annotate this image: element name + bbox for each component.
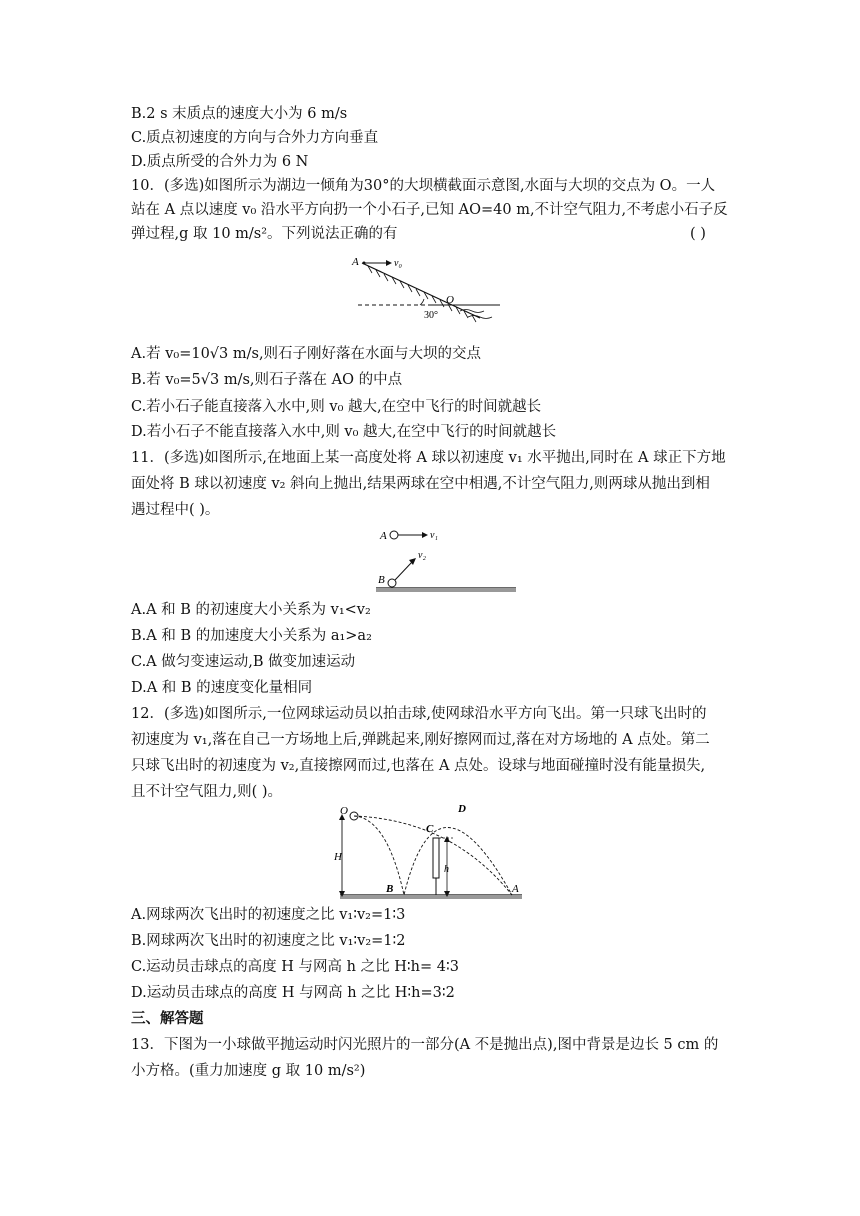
q10-option-d: D.若小石子不能直接落入水中,则 v₀ 越大,在空中飞行的时间就越长 [131, 424, 557, 440]
q12-option-b: B.网球两次飞出时的初速度之比 v₁∶v₂=1∶2 [131, 933, 406, 949]
q9-option-d: D.质点所受的合外力为 6 N [131, 154, 309, 170]
q12-stem-line4: 且不计空气阻力,则( )。 [131, 784, 283, 800]
q13-stem-line2: 小方格。(重力加速度 g 取 10 m/s²) [131, 1063, 366, 1079]
q10-dam-figure [350, 253, 510, 333]
angle-arc [420, 299, 424, 305]
q10-option-a: A.若 v₀=10√3 m/s,则石子刚好落在水面与大坝的交点 [131, 346, 482, 362]
q11-option-c: C.A 做匀变速运动,B 做变加速运动 [131, 654, 356, 670]
q12-stem-line2: 初速度为 v₁,落在自己一方场地上后,弹跳起来,刚好擦网而过,落在对方场地的 A 点处。第二 [131, 732, 710, 748]
dam-hatching [368, 266, 476, 322]
label-o: O [446, 294, 454, 306]
label-c: C [426, 823, 434, 835]
label-a: A [512, 883, 519, 895]
q10-stem-line1: 10．(多选)如图所示为湖边一倾角为30°的大坝横截面示意图,水面与大坝的交点为 O。一人 [131, 178, 716, 194]
q13-stem-line1: 13．下图为一小球做平抛运动时闪光照片的一部分(A 不是抛出点),图中背景是边长 5 cm 的 [131, 1037, 719, 1053]
q12-option-d: D.运动员击球点的高度 H 与网高 h 之比 H∶h=3∶2 [131, 985, 455, 1001]
q9-option-c: C.质点初速度的方向与合外力方向垂直 [131, 130, 379, 146]
q12-option-c: C.运动员击球点的高度 H 与网高 h 之比 H∶h= 4∶3 [131, 959, 459, 975]
q10-answer-paren: ( ) [690, 226, 706, 242]
label-30deg: 30° [424, 310, 438, 321]
label-big-h: H [334, 851, 342, 863]
label-small-h: h [444, 864, 449, 875]
label-v1: v₁ [430, 530, 438, 541]
v2-arrow [395, 562, 412, 580]
label-v2: v₂ [418, 550, 426, 561]
section-title: 三、解答题 [131, 1011, 204, 1027]
ball-a [390, 531, 398, 539]
q12-tennis-figure [332, 800, 524, 902]
q11-option-b: B.A 和 B 的加速度大小关系为 a₁>a₂ [131, 628, 372, 644]
label-a: A [380, 530, 387, 542]
q11-stem-line3: 遇过程中( )。 [131, 502, 220, 518]
ground-hatch [340, 895, 522, 899]
label-o: O [340, 805, 348, 817]
net-post [433, 838, 439, 878]
q11-stem-line2: 面处将 B 球以初速度 v₂ 斜向上抛出,结果两球在空中相遇,不计空气阻力,则两球从抛出到相 [131, 476, 710, 492]
label-a: A [352, 256, 359, 268]
label-d: D [458, 803, 466, 815]
q10-stem-line3: 弹过程,g 取 10 m/s²。下列说法正确的有 [131, 226, 398, 242]
q11-option-a: A.A 和 B 的初速度大小关系为 v₁<v₂ [131, 602, 371, 618]
q9-option-b: B.2 s 末质点的速度大小为 6 m/s [131, 106, 348, 122]
q10-option-c: C.若小石子能直接落入水中,则 v₀ 越大,在空中飞行的时间就越长 [131, 399, 542, 415]
label-b: B [378, 574, 385, 586]
q10-option-b: B.若 v₀=5√3 m/s,则石子落在 AO 的中点 [131, 372, 403, 388]
ball-b [388, 579, 396, 587]
q10-stem-line2: 站在 A 点以速度 v₀ 沿水平方向扔一个小石子,已知 AO=40 m,不计空气阻力,不考虑小石子反 [131, 202, 728, 218]
q11-option-d: D.A 和 B 的速度变化量相同 [131, 680, 313, 696]
q12-stem-line3: 只球飞出时的初速度为 v₂,直接擦网而过,也落在 A 点处。设球与地面碰撞时没有能量损失, [131, 758, 706, 774]
q11-ball-figure [372, 525, 522, 595]
q11-stem-line1: 11．(多选)如图所示,在地面上某一高度处将 A 球以初速度 v₁ 水平抛出,同时在 A 球正下方地 [131, 450, 726, 466]
ground-hatch [376, 588, 516, 592]
label-v0: v₀ [394, 258, 402, 269]
q12-option-a: A.网球两次飞出时的初速度之比 v₁∶v₂=1∶3 [131, 907, 406, 923]
label-b: B [386, 883, 394, 895]
q12-stem-line1: 12．(多选)如图所示,一位网球运动员以拍击球,使网球沿水平方向飞出。第一只球飞出时的 [131, 706, 707, 722]
